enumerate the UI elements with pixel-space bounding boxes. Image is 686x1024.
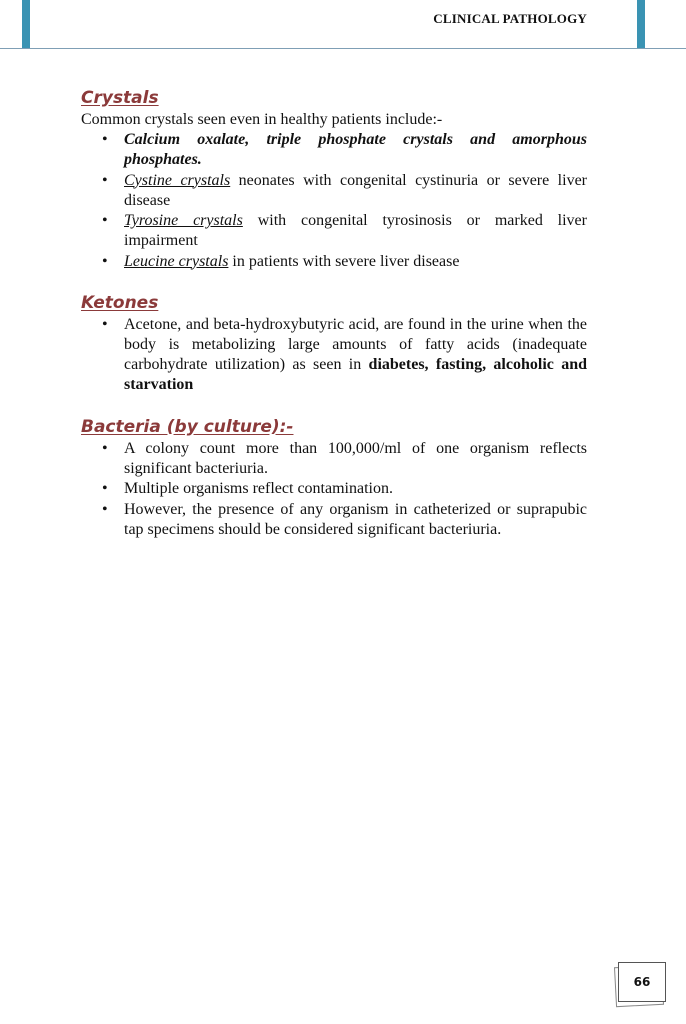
crystals-item-text: with congenital tyrosinosis or marked liver impairment xyxy=(124,212,587,249)
bacteria-heading: Bacteria (by culture):- xyxy=(81,416,294,437)
crystals-item-text: neonates with congenital cystinuria or severe liver disease xyxy=(124,171,587,209)
bacteria-item-text: However, the presence of any organism in catheterized or suprapubic tap specimens should be considered significant bacteriuria. xyxy=(124,500,587,538)
list-item xyxy=(81,211,587,251)
crystals-term: Tyrosine crystals xyxy=(124,212,243,229)
list-item xyxy=(81,479,587,499)
page-number: 66 xyxy=(618,962,666,1002)
ketones-item-text: Acetone, and beta-hydroxybutyric acid, are found in the urine when the body is metabolizing large amounts of fatty acids (inadequate carbohydrate utilization) as seen in xyxy=(124,316,587,373)
bacteria-item-text: Multiple organisms reflect contamination. xyxy=(124,480,393,497)
header-accent-right xyxy=(637,0,645,48)
bacteria-list xyxy=(81,439,587,540)
crystals-term: Cystine crystals xyxy=(124,171,231,189)
list-item xyxy=(81,439,587,479)
bacteria-item-text: A colony count more than 100,000/ml of one organism reflects significant bacteriuria. xyxy=(124,439,587,477)
section-spacer xyxy=(81,396,587,415)
crystals-list xyxy=(81,130,587,272)
ketones-list xyxy=(81,315,587,395)
list-item xyxy=(81,252,587,272)
crystals-term: Leucine crystals xyxy=(124,252,229,270)
list-item xyxy=(81,500,587,540)
crystals-intro: Common crystals seen even in healthy patients include:- xyxy=(81,111,443,128)
header-accent-left xyxy=(22,0,30,48)
list-item xyxy=(81,171,587,211)
crystals-item-text: in patients with severe liver disease xyxy=(228,252,460,270)
list-item xyxy=(81,130,587,170)
section-spacer xyxy=(81,272,587,291)
crystals-item-text: Calcium oxalate, triple phosphate crystals and amorphous phosphates. xyxy=(124,131,587,168)
crystals-heading: Crystals xyxy=(81,88,159,108)
ketones-heading: Ketones xyxy=(81,293,159,313)
page-header xyxy=(0,0,686,49)
ketones-item-bold: diabetes, fasting, alcoholic and starvation xyxy=(124,356,587,393)
page-content xyxy=(81,86,587,540)
header-title: CLINICAL PATHOLOGY xyxy=(433,11,587,26)
list-item xyxy=(81,315,587,395)
